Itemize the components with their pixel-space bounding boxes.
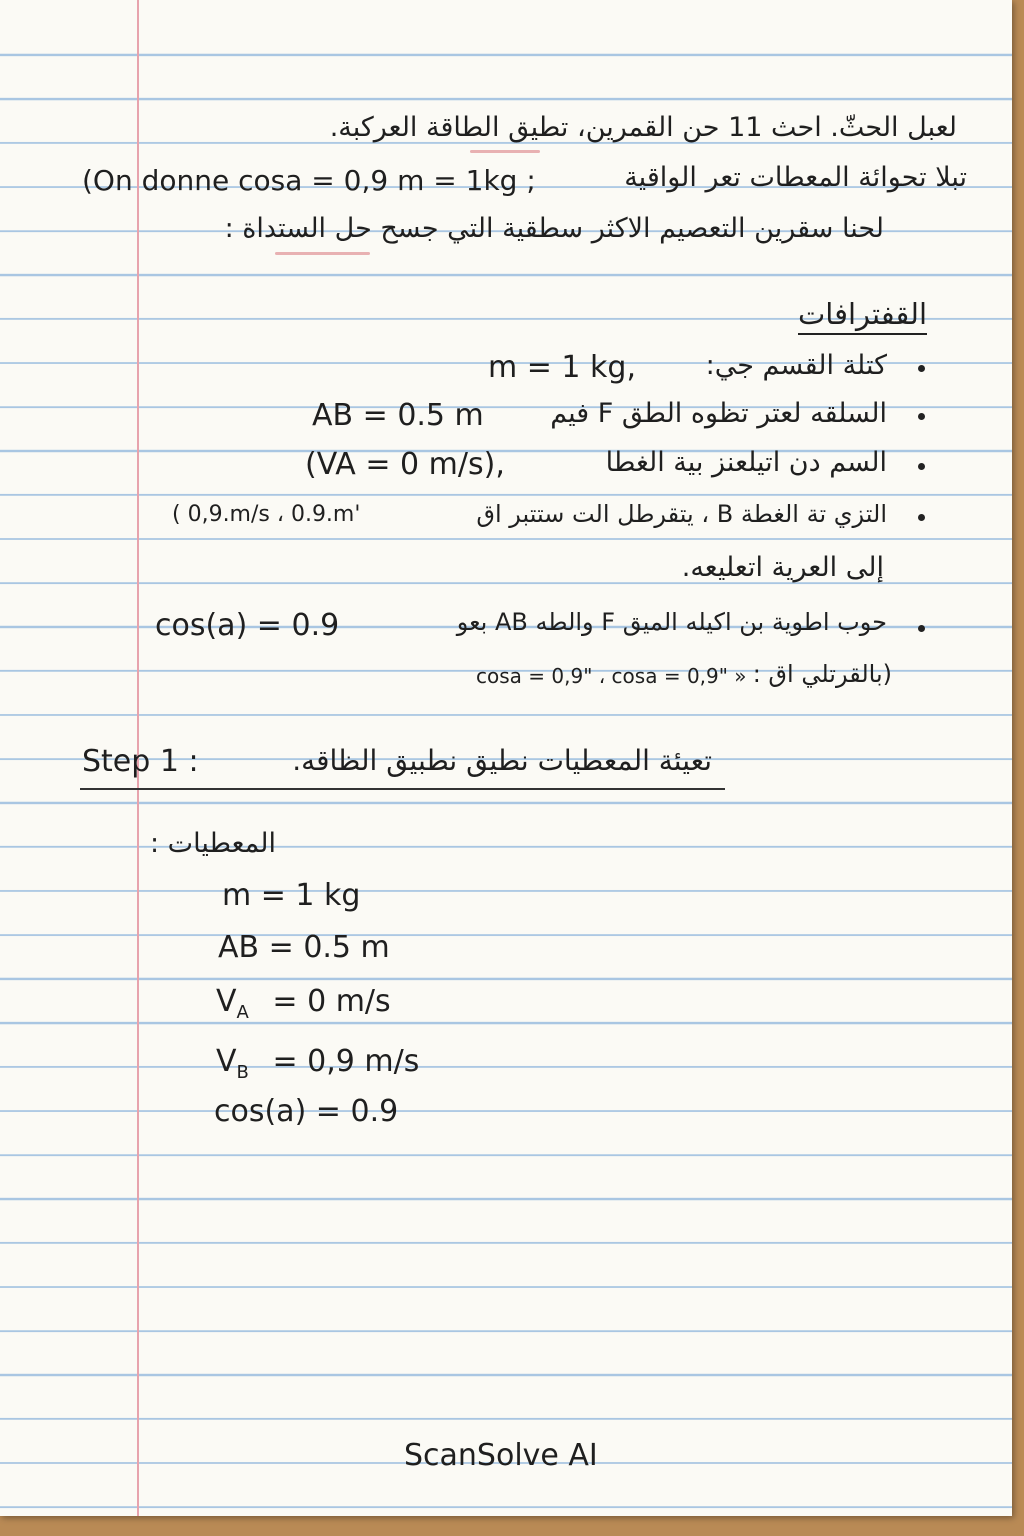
va-symbol: V bbox=[216, 984, 237, 1019]
assumptions-title: القفترافات bbox=[798, 297, 927, 335]
given-mass: m = 1 kg bbox=[222, 878, 361, 913]
intro-line-2-french: (On donne cosa = 0,9 m = 1kg ; bbox=[82, 164, 536, 197]
assumption-6-text: حوب اطوية بن اكيله الميق F والطه AB بعو bbox=[456, 608, 887, 636]
intro-line-3: لحنا سقرين التعصيم الاكثر سطقية التي جسح حل الستداة : bbox=[224, 213, 884, 244]
assumption-4-math: ( 0,9.m/s ، 0.9.m' bbox=[172, 502, 361, 527]
bullet bbox=[918, 514, 925, 521]
assumption-1-math: m = 1 kg, bbox=[488, 350, 637, 385]
vb-value: = 0,9 m/s bbox=[272, 1044, 420, 1079]
bullet bbox=[918, 625, 925, 632]
assumption-4-text: التزي تة الغطة B ، يتقرطل الت ستتبر اق bbox=[476, 500, 887, 528]
given-vb bbox=[216, 1044, 419, 1083]
step-1-title: تعيئة المعطيات نطيق نطبيق الظاقه. bbox=[292, 744, 712, 777]
intro-underline-2 bbox=[275, 252, 370, 255]
assumption-6-math: cos(a) = 0.9 bbox=[155, 608, 340, 643]
bullet bbox=[918, 413, 925, 420]
step-1-rule bbox=[80, 788, 725, 790]
intro-underline bbox=[470, 150, 540, 153]
vb-symbol: V bbox=[216, 1044, 237, 1079]
intro-line-2-arabic: تبلا تحوائة المعطات تعر الواقية bbox=[624, 162, 967, 193]
assumption-5-text: إلى العرية اتعليعه. bbox=[681, 552, 884, 583]
givens-title: المعطيات : bbox=[150, 828, 276, 859]
va-subscript: A bbox=[236, 1002, 249, 1023]
given-ab: AB = 0.5 m bbox=[218, 930, 390, 965]
va-value: = 0 m/s bbox=[272, 984, 391, 1019]
bullet bbox=[918, 463, 925, 470]
assumption-2-math: AB = 0.5 m bbox=[312, 398, 484, 433]
assumption-3-text: السم دن اتيلعنز بية الغطا bbox=[605, 447, 887, 478]
bullet bbox=[918, 365, 925, 372]
step-1-label: Step 1 : bbox=[82, 744, 199, 779]
assumption-7-text: (بالقرتلي اق : bbox=[752, 660, 892, 688]
intro-line-1: لعبل الحثّ. احث 11 حن القمرين، تطيق الطاقة العركبة. bbox=[329, 112, 957, 143]
given-va bbox=[216, 984, 391, 1023]
given-cos: cos(a) = 0.9 bbox=[214, 1094, 399, 1129]
vb-subscript: B bbox=[236, 1062, 249, 1083]
assumption-2-text: السلقه لعتر تظوه الطق F فيم bbox=[550, 398, 887, 429]
assumption-7-math: cosa = 0,9" ، cosa = 0,9" » bbox=[476, 664, 747, 688]
assumption-3-math: (VA = 0 m/s), bbox=[305, 447, 505, 482]
footer-brand: ScanSolve AI bbox=[404, 1438, 598, 1473]
assumption-1-text: كتلة القسم جي: bbox=[705, 350, 887, 381]
